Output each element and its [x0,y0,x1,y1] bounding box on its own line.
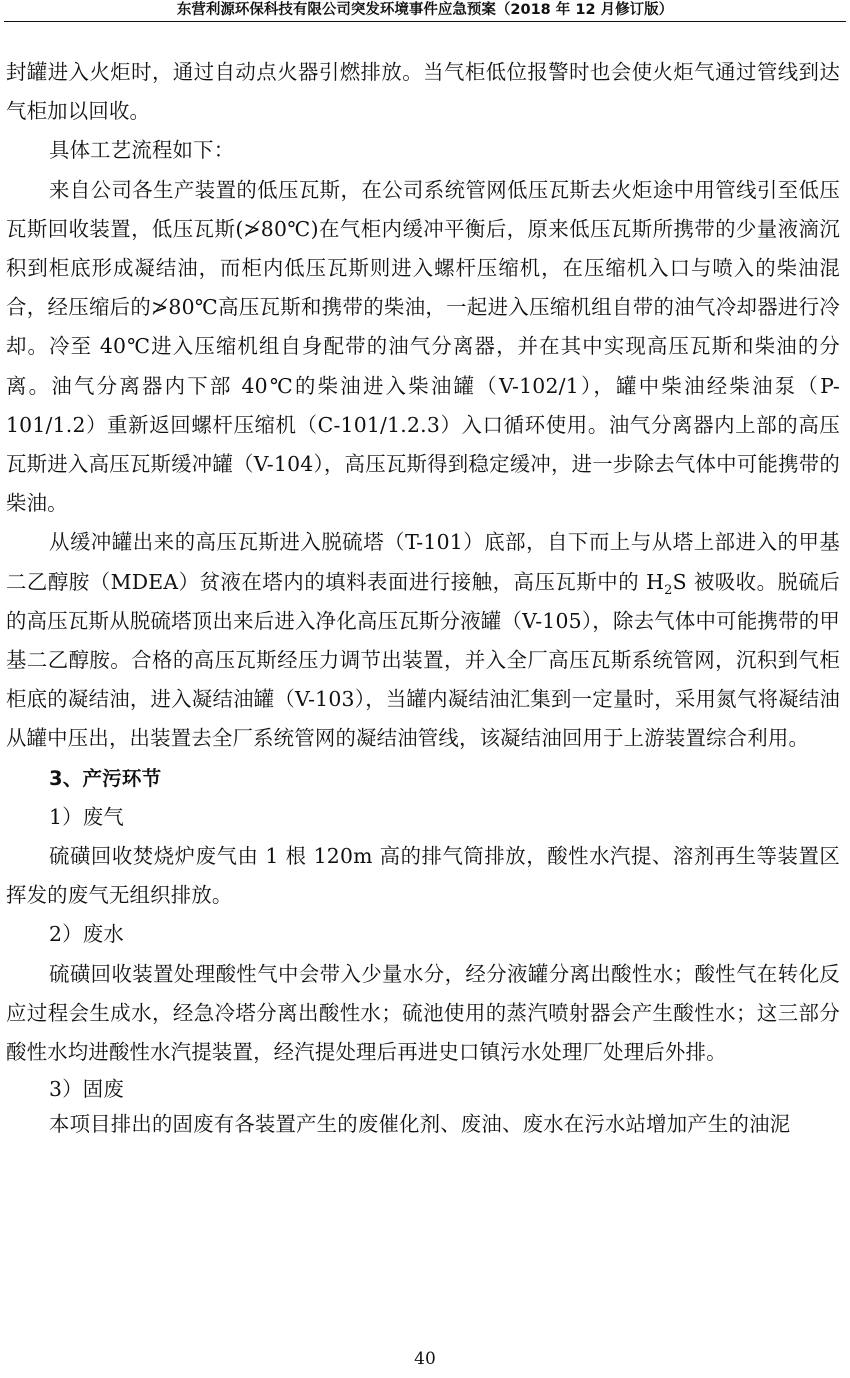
subheading-waste-water: 2）废水 [49,922,124,947]
document-body [6,53,840,1142]
paragraph-flare-recovery: 封罐进入火炬时，通过自动点火器引燃排放。当气柜低位报警时也会使火炬气通过管线到达气柜加以回收。 [6,60,840,124]
desulfurization-text-part1: 从缓冲罐出来的高压瓦斯进入脱硫塔（T-101）底部，自下而上与从塔上部进入的甲基二乙醇胺（MDEA）贫液在塔内的填料表面进行接触，高压瓦斯中的 H [6,530,840,594]
subheading-waste-gas: 1）废气 [49,804,124,829]
paragraph-waste-gas: 硫磺回收焚烧炉废气由 1 根 120m 高的排气筒排放，酸性水汽提、溶剂再生等装置区挥发的废气无组织排放。 [6,844,840,908]
page-number: 40 [414,1349,436,1369]
desulfurization-text-part2: S 被吸收。脱硫后的高压瓦斯从脱硫塔顶出来后进入净化高压瓦斯分液罐（V-105），除去气体中可能携带的甲基二乙醇胺。合格的高压瓦斯经压力调节出装置，并入全厂高压瓦斯系统管网，沉积到气柜柜底的凝结油，进入凝结油罐（V-103），当罐内凝结油汇集到一定量时，采用氮气将凝结油从罐中压出，出装置去全厂系统管网的凝结油管线，该凝结油回用于上游装置综合利用。 [6,569,840,751]
paragraph-low-pressure-gas: 来自公司各生产装置的低压瓦斯，在公司系统管网低压瓦斯去火炬途中用管线引至低压瓦斯回收装置，低压瓦斯(≯80℃)在气柜内缓冲平衡后，原来低压瓦斯所携带的少量液滴沉积到柜底形成凝结油，而柜内低压瓦斯则进入螺杆压缩机，在压缩机入口与喷入的柴油混合，经压缩后的≯80℃高压瓦斯和携带的柴油，一起进入压缩机组自带的油气冷却器进行冷却。冷至 40℃进入压缩机组自身配带的油气分离器，并在其中实现高压瓦斯和柴油的分离。油气分离器内下部 40℃的柴油进入柴油罐（V-102/1），罐中柴油经柴油泵（P-101/1.2）重新返回螺杆压缩机（C-101/1.2.3）入口循环使用。油气分离器内上部的高压瓦斯进入高压瓦斯缓冲罐（V-104），高压瓦斯得到稳定缓冲，进一步除去气体中可能携带的柴油。 [6,177,840,516]
page-header: 东营利源环保科技有限公司突发环境事件应急预案（2018 年 12 月修订版） [176,2,674,18]
paragraph-desulfurization [6,523,840,758]
section-heading-pollution: 3、产污环节 [49,766,162,790]
h2s-subscript: 2 [664,582,673,598]
subheading-solid-waste: 3）固废 [49,1077,124,1102]
paragraph-solid-waste: 本项目排出的固废有各装置产生的废催化剂、废油、废水在污水站增加产生的油泥 [49,1112,791,1137]
paragraph-waste-water: 硫磺回收装置处理酸性气中会带入少量水分，经分液罐分离出酸性水；酸性气在转化反应过程会生成水，经急冷塔分离出酸性水；硫池使用的蒸汽喷射器会产生酸性水；这三部分酸性水均进酸性水汽提装置，经汽提处理后再进史口镇污水处理厂处理后外排。 [6,961,840,1065]
header-divider [4,21,846,22]
paragraph-process-intro: 具体工艺流程如下： [49,138,235,163]
